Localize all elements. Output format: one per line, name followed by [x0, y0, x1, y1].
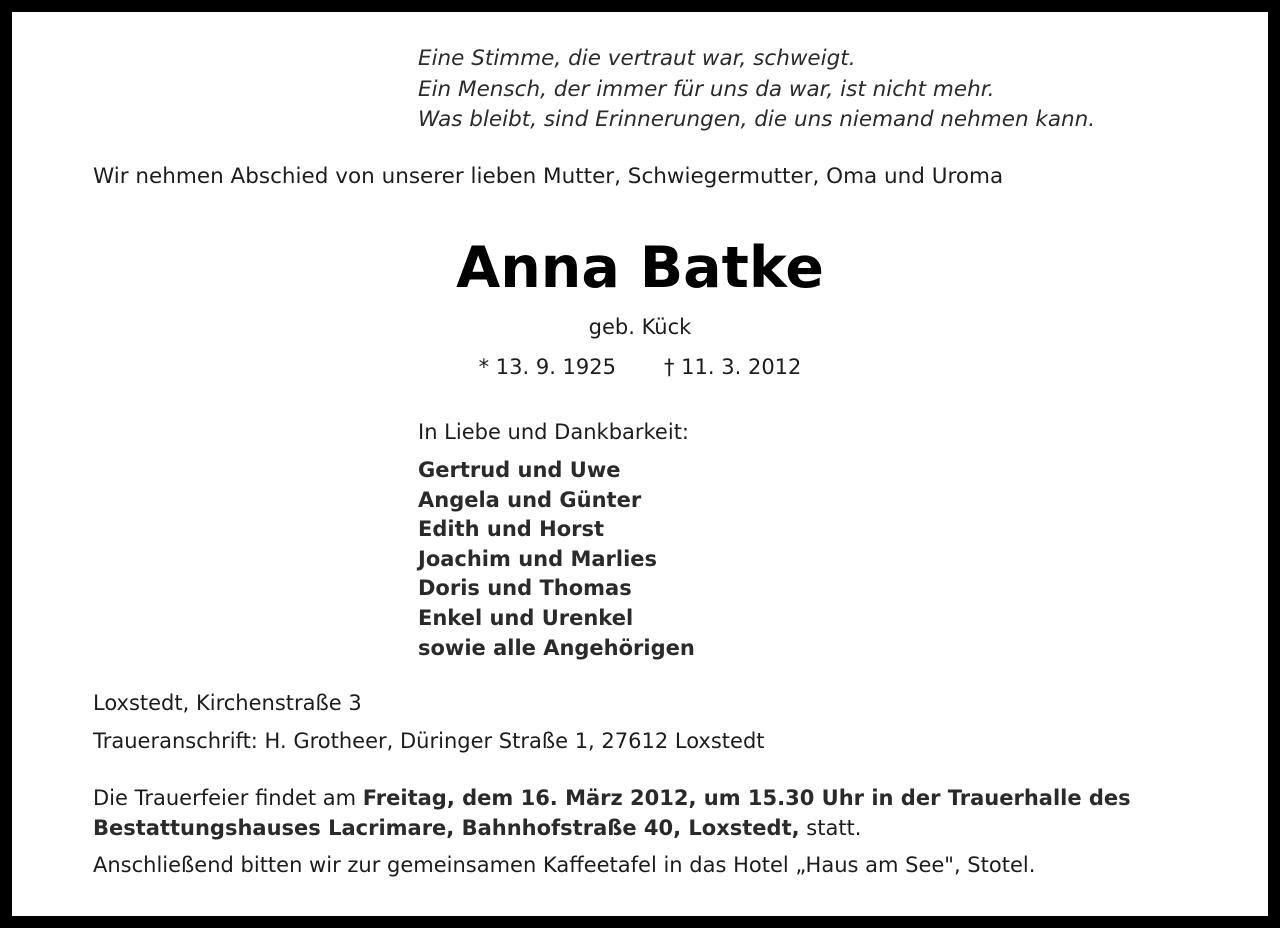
death-date: † 11. 3. 2012 — [664, 355, 802, 379]
poem-line: Was bleibt, sind Erinnerungen, die uns niemand nehmen kann. — [418, 107, 1096, 132]
mourner-name: Edith und Horst — [418, 517, 605, 542]
obituary-notice — [12, 12, 1268, 916]
reception-info: Anschließend bitten wir zur gemeinsamen Kaffeetafel in das Hotel „Haus am See", Stotel. — [93, 853, 1036, 877]
mourner-name: Enkel und Urenkel — [418, 605, 634, 630]
mailing-address: Traueranschrift: H. Grotheer, Düringer Straße 1, 27612 Loxstedt — [93, 729, 765, 753]
maiden-name: geb. Kück — [588, 315, 692, 339]
poem-line: Ein Mensch, der immer für uns da war, ist nicht mehr. — [418, 76, 995, 102]
ceremony-details: Freitag, dem 16. März 2012, um 15.30 Uhr in der Trauerhalle des Bestattungshauses Lacrimare, Bahnhofstraße 40, Loxstedt, — [93, 786, 1131, 840]
mourners-list — [418, 456, 695, 663]
poem-line: Eine Stimme, die vertraut war, schweigt. — [418, 46, 856, 71]
ceremony-suffix: statt. — [799, 816, 862, 840]
mourner-name: Gertrud und Uwe — [418, 458, 621, 482]
birth-date: * 13. 9. 1925 — [478, 355, 616, 379]
ceremony-info — [93, 783, 1203, 843]
mourner-name: Angela und Günter — [418, 487, 642, 512]
poem — [418, 44, 1095, 136]
ceremony-prefix: Die Trauerfeier findet am — [93, 786, 363, 810]
life-dates — [12, 352, 1268, 382]
family-address: Loxstedt, Kirchenstraße 3 — [93, 691, 362, 715]
intro-text: Wir nehmen Abschied von unserer lieben Mutter, Schwiegermutter, Oma und Uroma — [93, 164, 1004, 189]
deceased-name: Anna Batke — [456, 235, 824, 301]
mourner-name: sowie alle Angehörigen — [418, 635, 695, 660]
mourners-heading: In Liebe und Dankbarkeit: — [418, 420, 690, 444]
mourner-name: Joachim und Marlies — [418, 546, 658, 571]
mourner-name: Doris und Thomas — [418, 576, 632, 601]
